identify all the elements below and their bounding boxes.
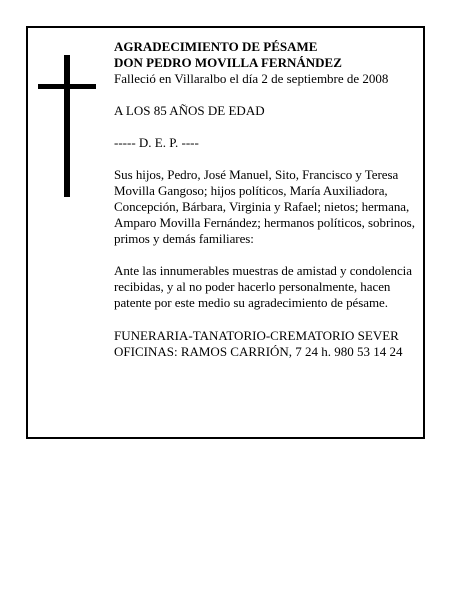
cross-vertical-bar bbox=[64, 55, 70, 197]
death-info: Falleció en Villaralbo el día 2 de septiembre de 2008 bbox=[114, 71, 389, 86]
deceased-name: DON PEDRO MOVILLA FERNÁNDEZ bbox=[114, 55, 342, 70]
rip-line: ----- D. E. P. ---- bbox=[114, 135, 199, 150]
notice-text bbox=[114, 39, 420, 360]
age-line: A LOS 85 AÑOS DE EDAD bbox=[114, 103, 265, 118]
thanks-paragraph: Ante las innumerables muestras de amistad y condolencia recibidas, y al no poder hacerlo personalmente, hacen patente por este medio su agradecimiento de pésame. bbox=[114, 263, 412, 310]
offices-line: OFICINAS: RAMOS CARRIÓN, 7 24 h. 980 53 14 24 bbox=[114, 344, 403, 359]
family-paragraph: Sus hijos, Pedro, José Manuel, Sito, Francisco y Teresa Movilla Gangoso; hijos políticos, María Auxiliadora, Concepción, Bárbara, Virginia y Rafael; nietos; hermana, Amparo Movilla Fernández; hermanos políticos, sobrinos, primos y demás familiares: bbox=[114, 167, 415, 246]
cross-horizontal-bar bbox=[38, 84, 96, 89]
notice-title: AGRADECIMIENTO DE PÉSAME bbox=[114, 39, 318, 54]
funeral-home: FUNERARIA-TANATORIO-CREMATORIO SEVER bbox=[114, 328, 399, 343]
